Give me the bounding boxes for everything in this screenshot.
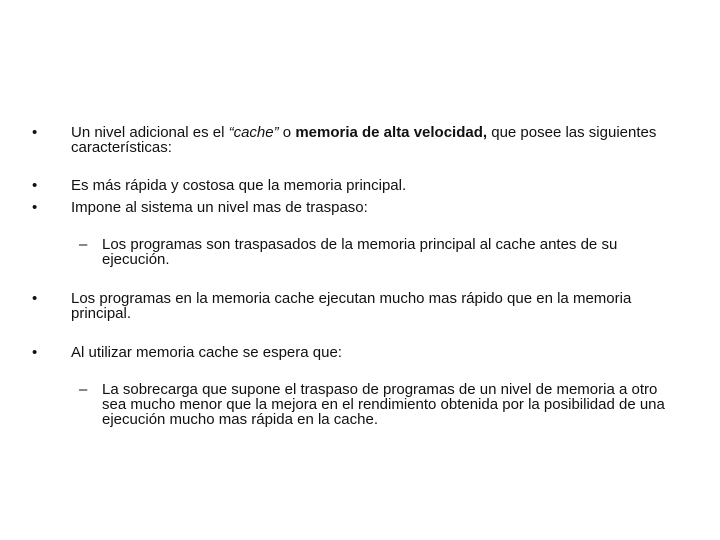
sub-item-text: La sobrecarga que supone el traspaso de programas de un nivel de memoria a otro sea mucho menor que la mejora en el rendimiento obtenida por la posibilidad de una ejecución mucho mas rápida en la cache. [102, 381, 665, 428]
bullet-icon: • [32, 199, 38, 216]
sub-item-text: Los programas son traspasados de la memoria principal al cache antes de su ejecución. [102, 236, 618, 268]
bullet-icon: • [32, 344, 38, 361]
bullet-text: Los programas en la memoria cache ejecutan mucho mas rápido que en la memoria principal. [71, 290, 632, 322]
trailing-text: que posee las siguientes características: [71, 124, 657, 156]
high-speed-memory-term: memoria de alta velocidad, [295, 124, 488, 141]
intro-text: Un nivel adicional es el [71, 124, 229, 141]
dash-icon: – [79, 381, 88, 398]
bullet-icon: • [32, 290, 38, 307]
bullet-text: Al utilizar memoria cache se espera que: [71, 344, 342, 361]
bullet-icon: • [32, 124, 38, 141]
dash-icon: – [79, 236, 88, 253]
bullet-text: Es más rápida y costosa que la memoria principal. [71, 177, 407, 194]
cache-term: “cache” [228, 124, 279, 141]
bullet-icon: • [32, 177, 38, 194]
connector-text: o [278, 124, 296, 141]
bullet-text [71, 125, 681, 155]
bullet-text: Impone al sistema un nivel mas de traspaso: [71, 199, 368, 216]
